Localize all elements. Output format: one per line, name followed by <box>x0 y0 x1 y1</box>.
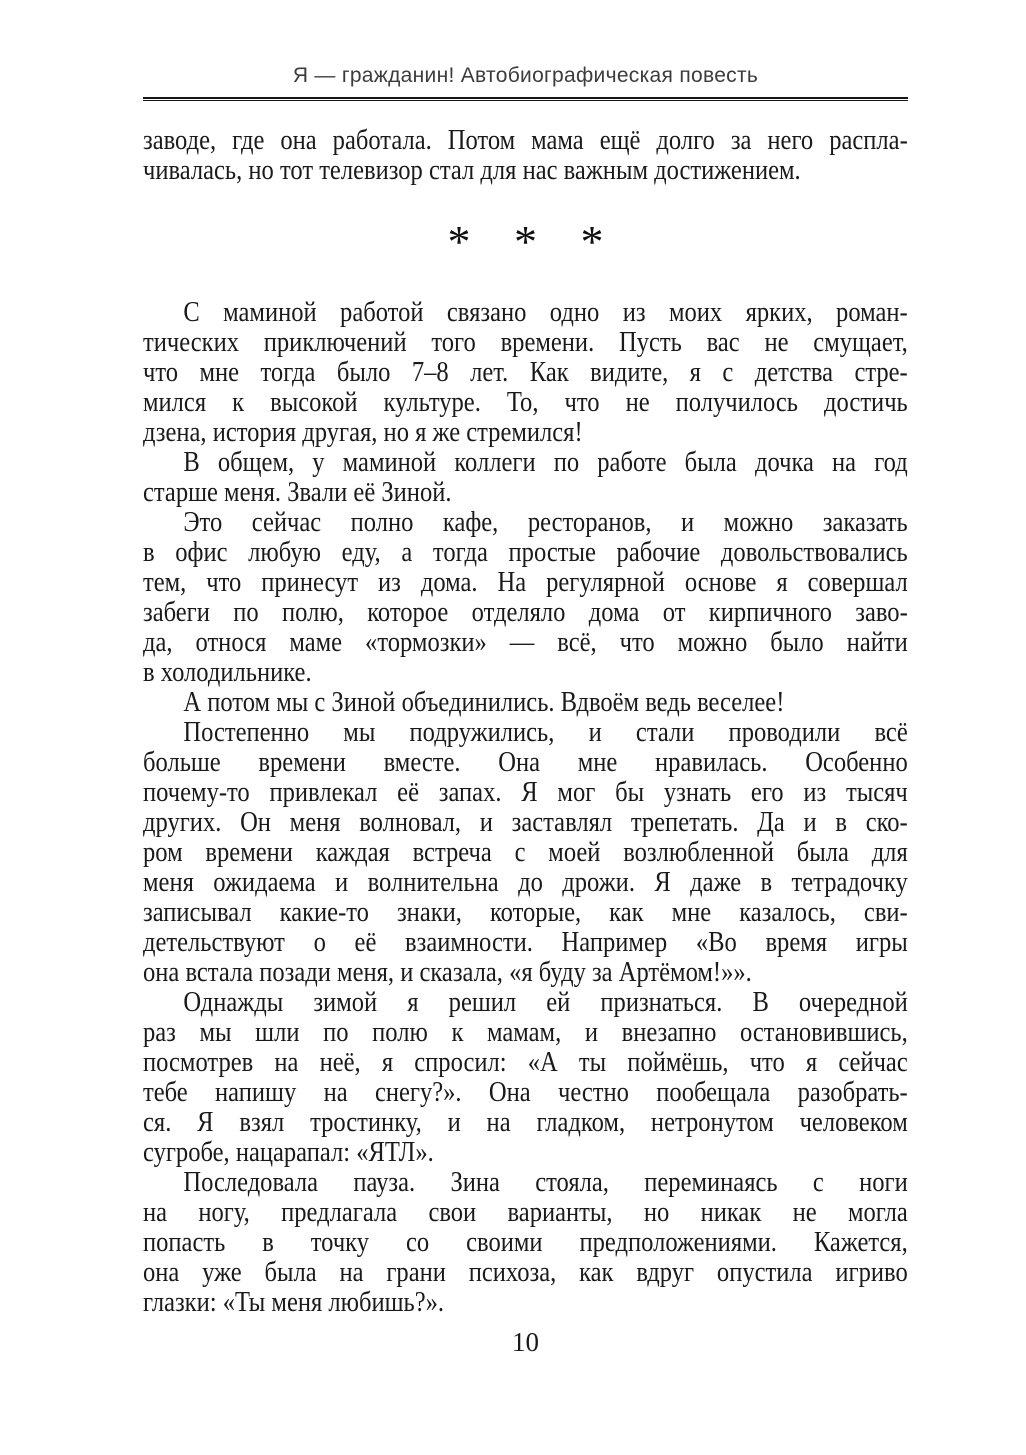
text-line: меня ожидаема и волнительна до дрожи. Я даже в тетрадочку <box>143 867 908 898</box>
text-line: на ногу, предлагала свои варианты, но никак не могла <box>143 1197 908 1228</box>
text-line: записывал какие-то знаки, которые, как мне казалось, сви- <box>143 897 908 928</box>
text-line: ром времени каждая встреча с моей возлюбленной была для <box>143 837 908 868</box>
text-line: детельствуют о её взаимности. Например «Во время игры <box>143 927 908 958</box>
text-line: ся. Я взял тростинку, и на гладком, нетронутом человеком <box>143 1107 908 1138</box>
text-line: что мне тогда было 7–8 лет. Как видите, я с детства стре- <box>143 357 908 388</box>
body-text-block <box>143 298 908 1318</box>
paragraph <box>143 988 908 1168</box>
paragraph <box>143 688 908 718</box>
text-line: заводе, где она работала. Потом мама ещё долго за него распла- <box>143 125 908 156</box>
running-header: Я — гражданин! Автобиографическая повесть <box>292 64 759 87</box>
text-line: дзена, история другая, но я же стремился! <box>143 417 583 448</box>
text-line: в офис любую еду, а тогда простые рабочие довольствовались <box>143 537 908 568</box>
paragraph-block-continued <box>143 126 908 186</box>
text-column <box>143 298 908 1318</box>
text-line: мился к высокой культуре. То, что не получилось достичь <box>143 387 908 418</box>
header-rule-divider <box>143 97 908 101</box>
text-line: старше меня. Звали её Зиной. <box>143 477 452 508</box>
text-line: Однажды зимой я решил ей признаться. В очередной <box>183 987 908 1018</box>
text-line: в холодильнике. <box>143 657 312 688</box>
paragraph <box>143 126 908 186</box>
paragraph <box>143 508 908 688</box>
text-line: тических приключений того времени. Пусть вас не смущает, <box>143 327 908 358</box>
text-line: Последовала пауза. Зина стояла, переминаясь с ноги <box>183 1167 908 1198</box>
text-line: раз мы шли по полю к мамам, и внезапно остановившись, <box>143 1017 908 1048</box>
text-line: глазки: «Ты меня любишь?». <box>143 1287 445 1318</box>
section-break-asterisks: * * * <box>447 216 604 267</box>
text-line: Это сейчас полно кафе, ресторанов, и можно заказать <box>183 507 908 538</box>
page-number: 10 <box>512 1327 539 1357</box>
text-line: посмотрев на неё, я спросил: «А ты поймёшь, что я сейчас <box>143 1047 908 1078</box>
text-line: она встала позади меня, и сказала, «я буду за Артёмом!»». <box>143 957 752 988</box>
text-line: других. Он меня волновал, и заставлял трепетать. Да и в ско- <box>143 807 908 838</box>
text-line: чивалась, но тот телевизор стал для нас важным достижением. <box>143 155 801 186</box>
text-line: попасть в точку со своими предположениями. Кажется, <box>143 1227 908 1258</box>
paragraph <box>143 298 908 448</box>
text-line: В общем, у маминой коллеги по работе была дочка на год <box>183 447 908 478</box>
text-line: она уже была на грани психоза, как вдруг опустила игриво <box>143 1257 908 1288</box>
text-column <box>143 126 908 186</box>
text-line: А потом мы с Зиной объединились. Вдвоём ведь веселее! <box>183 687 785 718</box>
text-line: тебе напишу на снегу?». Она честно пообещала разобрать- <box>143 1077 908 1108</box>
text-line: да, относя маме «тормозки» — всё, что можно было найти <box>143 627 908 658</box>
text-line: Постепенно мы подружились, и стали проводили всё <box>183 717 908 748</box>
text-line: больше времени вместе. Она мне нравилась. Особенно <box>143 747 908 778</box>
text-line: сугробе, нацарапал: «ЯТЛ». <box>143 1137 434 1168</box>
paragraph <box>143 448 908 508</box>
paragraph <box>143 1168 908 1318</box>
paragraph <box>143 718 908 988</box>
text-line: забеги по полю, которое отделяло дома от кирпичного заво- <box>143 597 908 628</box>
text-line: С маминой работой связано одно из моих ярких, роман- <box>183 297 908 328</box>
text-line: тем, что принесут из дома. На регулярной основе я совершал <box>143 567 908 598</box>
text-line: почему-то привлекал её запах. Я мог бы узнать его из тысяч <box>143 777 908 808</box>
